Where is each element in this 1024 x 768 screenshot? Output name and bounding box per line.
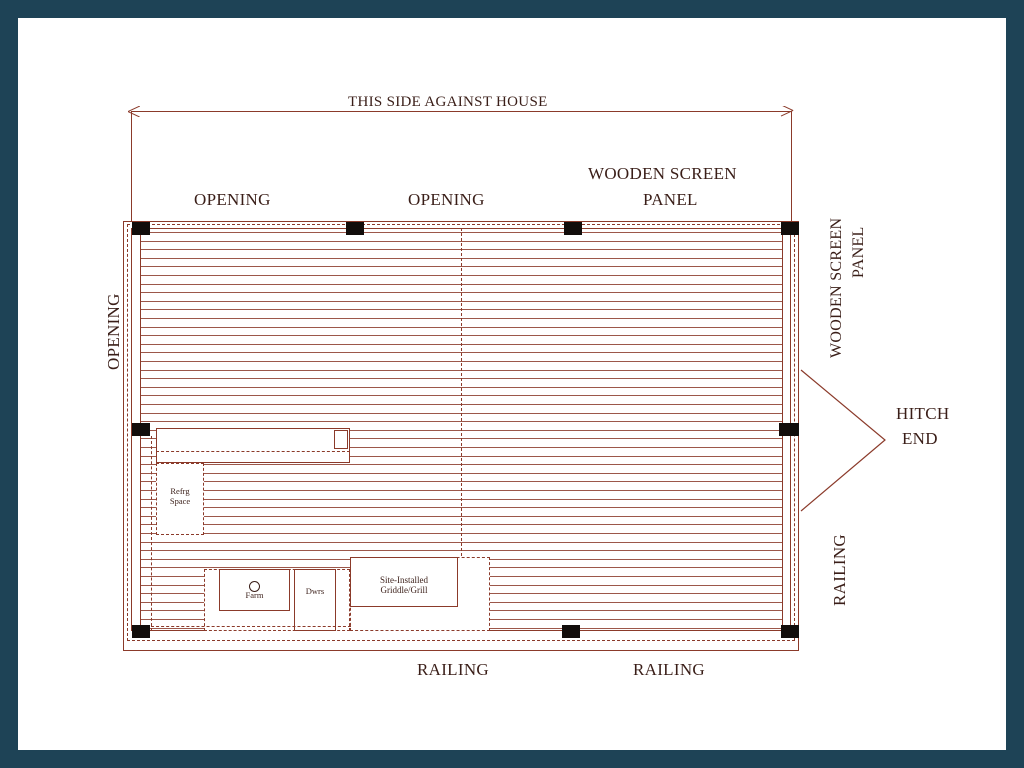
label-opening-top-left: OPENING: [194, 190, 271, 209]
post-bottom-right: [781, 625, 799, 638]
counter-run: [156, 428, 350, 463]
drawers-label-line1: Dwrs: [305, 586, 325, 596]
post-top-mid-left: [346, 222, 364, 235]
refrigerator-space-label-line2: Space: [169, 496, 191, 506]
farm-sink-label: [219, 590, 290, 600]
title-this-side-against-house: THIS SIDE AGAINST HOUSE: [348, 94, 548, 110]
griddle-grill-label-line1: Site-Installed: [380, 575, 428, 585]
label-railing-right: RAILING: [830, 534, 849, 606]
refrigerator-space-label: [156, 486, 204, 506]
post-mid-left: [132, 423, 150, 436]
counter-end-detail: [334, 430, 348, 449]
label-railing-bottom-left: RAILING: [417, 660, 489, 679]
hitch-end-triangle: [799, 368, 889, 513]
label-hitch-end-line2: END: [902, 429, 938, 448]
farm-sink-label-line1: Farm: [245, 590, 264, 600]
post-top-left: [132, 222, 150, 235]
post-mid-right: [779, 423, 799, 436]
post-top-right: [781, 222, 799, 235]
drawers-box: [294, 569, 336, 631]
counter-run-dash: [156, 451, 350, 452]
griddle-grill-label-line2: Griddle/Grill: [380, 585, 428, 595]
label-wooden-screen-panel-top-line2: PANEL: [643, 190, 698, 209]
post-bottom-left: [132, 625, 150, 638]
label-wooden-screen-panel-right-line1: WOODEN SCREEN: [828, 217, 845, 358]
label-opening-left: OPENING: [104, 293, 123, 370]
post-top-mid-right: [564, 222, 582, 235]
post-bottom-mid: [562, 625, 580, 638]
label-wooden-screen-panel-right-line2: PANEL: [850, 226, 867, 278]
label-wooden-screen-panel-top-line1: WOODEN SCREEN: [588, 164, 737, 183]
kitchen-wall-dash-left: [151, 436, 152, 631]
kitchen-wall-dash-bottom: [151, 626, 351, 627]
floor-plan-drawing: [18, 18, 1006, 750]
label-railing-bottom-right: RAILING: [633, 660, 705, 679]
refrigerator-space-label-line1: Refrg: [170, 486, 190, 496]
label-opening-top-mid: OPENING: [408, 190, 485, 209]
label-hitch-end-line1: HITCH: [896, 404, 950, 423]
griddle-grill-label: [352, 575, 456, 595]
drawers-label: [294, 586, 336, 596]
